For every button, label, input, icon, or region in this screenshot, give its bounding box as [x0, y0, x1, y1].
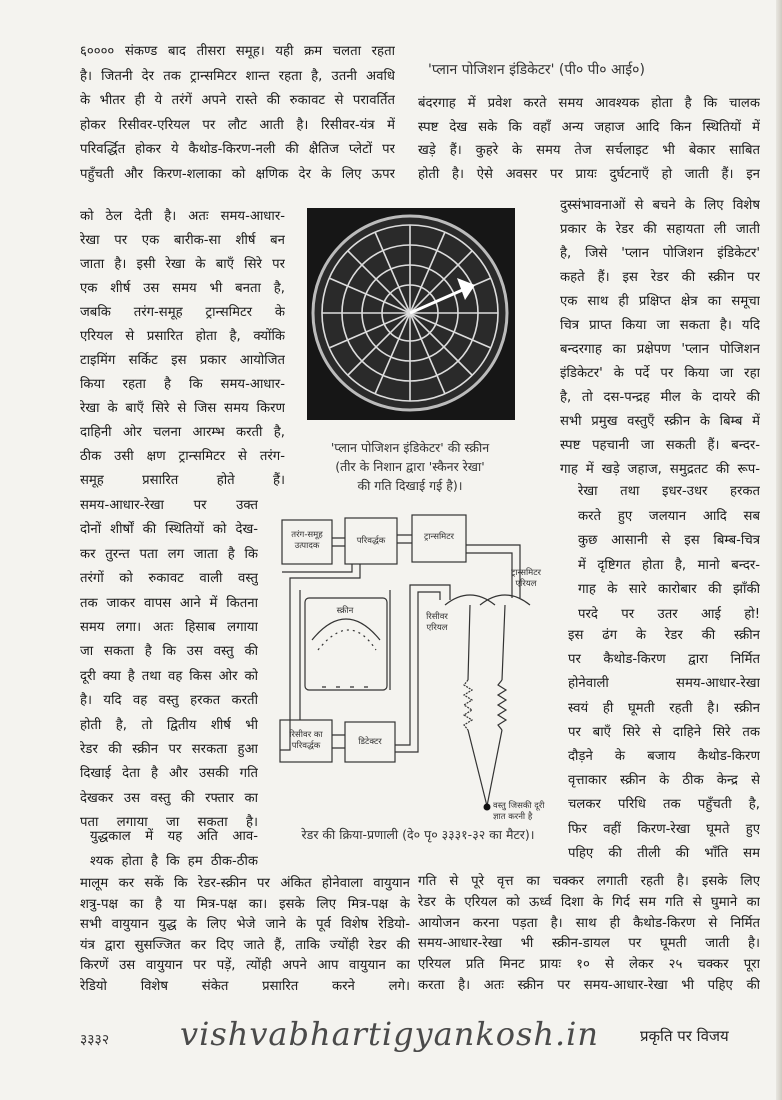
text-line: ठीक उसी क्षण ट्रान्समिटर से तरंग- — [80, 449, 285, 464]
text-line: आयोजन करना पड़ता है। साथ ही कैथोड-किरण से निर्मित — [418, 915, 760, 931]
text-line: श्यक होता है कि हम ठीक-ठीक — [90, 854, 258, 869]
text-line: किरणें उस वायुयान पर पड़ें, त्योंही अपने आप वायुयान का — [80, 958, 410, 974]
text-line: समूह प्रसारित होते हैं। — [80, 473, 285, 488]
text-line: करता है। अतः स्क्रीन पर समय-आधार-रेखा भी पहिए की — [418, 977, 760, 993]
caption-line: 'प्लान पोजिशन इंडिकेटर' की स्क्रीन — [330, 440, 490, 455]
text-line: होनेवाली समय-आधार-रेखा — [568, 676, 760, 692]
text-line: है, जिसे 'प्लान पोजिशन इंडिकेटर' — [560, 246, 760, 261]
text-line: तक जाकर वापस आने में कितना — [80, 595, 258, 611]
label-target: वस्तु जिसकी दूरी ज्ञात करनी है — [493, 801, 545, 822]
text-line: होती है, तो द्वितीय शीर्ष भी — [80, 717, 258, 733]
text-line: रेखा पर एक बारीक-सा शीर्ष बन — [80, 233, 285, 248]
text-line: टाइमिंग सर्किट इस प्रकार आयोजित — [80, 353, 285, 368]
text-line: समय लगा। अतः हिसाब लगाया — [80, 619, 258, 635]
text-line: चलकर परिधि तक पहुँचती है, — [568, 797, 760, 813]
caption-line: की गति दिखाई गई है)। — [357, 478, 463, 493]
text-line: दिखाई देता है और उसकी गति — [80, 766, 258, 782]
label-receiver-amplifier: रिसीवर का परिवर्द्धक — [289, 730, 323, 751]
section-heading: 'प्लान पोजिशन इंडिकेटर' (पी० पी० आई०) — [428, 62, 645, 78]
text-line: को ठेल देती है। अतः समय-आधार- — [80, 209, 285, 224]
text-line: एक साथ ही प्रक्षिप्त क्षेत्र का समूचा — [560, 294, 760, 309]
text-line: सभी प्रमुख वस्तुएँ स्क्रीन के बिम्ब में — [560, 414, 760, 429]
text-line: समय-आधार-रेखा भी स्क्रीन-डायल पर घूमती जाती है। — [418, 936, 760, 952]
text-line: के भीतर ही ये तरंगें अपने रास्ते की रुकावट से परावर्तित — [80, 93, 395, 108]
text-line: बन्दरगाह का प्रक्षेपण 'प्लान पोजिशन — [560, 342, 760, 357]
text-line: रेखा के बाएँ सिरे से जिस समय किरण — [80, 401, 285, 416]
text-line: रेडर के एरियल को ऊर्ध्व दिशा के गिर्द सम गति से घुमाने का — [418, 894, 760, 910]
text-line: रेडियो विशेष संकेत प्रसारित करने लगे। — [80, 978, 410, 994]
text-line: है। यदि वह वस्तु हरकत करती — [80, 693, 258, 709]
text-line: शत्रु-पक्ष का है या मित्र-पक्ष का। इसके लिए मित्र-पक्ष के — [80, 896, 410, 912]
text-line: गाह में खड़े जहाज, समुद्रतट की रूप- — [560, 462, 760, 477]
text-line: समय-आधार-रेखा पर उक्त — [80, 498, 258, 513]
text-line: कुछ आसानी से इस बिम्ब-चित्र — [578, 533, 760, 548]
text-line: दोनों शीर्षों की स्थितियों को देख- — [80, 522, 258, 538]
page-number: ३३३२ — [80, 1032, 110, 1048]
text-line: युद्धकाल में यह अति आव- — [90, 829, 258, 844]
running-title: प्रकृति पर विजय — [640, 1027, 729, 1045]
text-line: स्पष्ट पहचानी जा सकती हैं। बन्दर- — [560, 438, 760, 453]
text-line: जा सकता है कि उस वस्तु की — [80, 644, 258, 660]
text-line: रेखा तथा इधर-उधर हरकत — [578, 484, 760, 499]
label-screen: स्क्रीन — [336, 606, 354, 616]
caption-line: (तीर के निशान द्वारा 'स्कैनर रेखा' — [335, 459, 485, 474]
label-transmitter-aerial: ट्रान्समिटर एरियल — [510, 568, 541, 589]
text-line: जबकि तरंग-समूह ट्रान्समिटर के — [80, 305, 285, 320]
text-line: एरियल प्रति मिनट प्रायः १० से लेकर २५ चक्कर पूरा — [418, 957, 760, 973]
text-line: कर तुरन्त पता लग जाता है कि — [80, 546, 258, 562]
text-line: बंदरगाह में प्रवेश करते समय आवश्यक होता है कि चालक — [418, 96, 760, 111]
watermark: vishvabhartigyankosh.in — [180, 1015, 600, 1053]
text-line: खड़े हैं। कुहरे के समय तेज सर्चलाइट भी बेकार साबित — [418, 143, 760, 158]
text-line: होती है। ऐसे अवसर पर प्रायः दुर्घटनाएँ हो जाती हैं। इन — [418, 166, 760, 182]
text-line: में दृष्टिगत होता है, मानो बन्दर- — [578, 557, 760, 573]
text-line: स्पष्ट देख सके कि वहाँ अन्य जहाज आदि किन स्थितियों में — [418, 119, 760, 135]
text-line: दूरी क्या है तथा वह किस ओर को — [80, 668, 258, 684]
label-transmitter: ट्रान्समिटर — [423, 532, 454, 542]
text-line: एरियल से प्रसारित होता है, क्योंकि — [80, 329, 285, 344]
text-line: जाता है। इसी रेखा के बाएँ सिरे पर — [80, 257, 285, 272]
text-line: तरंगों को रुकावट वाली वस्तु — [80, 571, 258, 587]
text-line: प्रकार के रेडर की सहायता ली जाती — [560, 222, 760, 237]
text-line: सभी वायुयान युद्ध के लिए भेजे जाने के पूर्व विशेष रेडियो- — [80, 917, 410, 933]
text-line: दाहिनी ओर चलना आरम्भ करती है, — [80, 425, 285, 440]
label-pulse-generator: तरंग-समूह उत्पादक — [291, 530, 323, 551]
text-line: चित्र प्राप्त किया जा सकता है। यदि — [560, 318, 760, 333]
label-receiver-aerial: रिसीवर एरियल — [426, 612, 448, 633]
text-line: है। जितनी देर तक ट्रान्समिटर शान्त रहता है, उतनी अवधि — [80, 68, 395, 84]
text-line: एक शीर्ष उस समय भी बनता है, — [80, 281, 285, 296]
label-amplifier: परिवर्द्धक — [356, 536, 386, 546]
text-line: किया रहता है कि समय-आधार- — [80, 377, 285, 392]
text-line: होकर रिसीवर-एरियल पर लौट आती है। रिसीवर-यंत्र में — [80, 117, 395, 133]
text-line: मालूम कर सकें कि रेडर-स्क्रीन पर अंकित होनेवाला वायुयान — [80, 876, 410, 891]
text-line: दौड़ने के बजाय कैथोड-किरण — [568, 748, 760, 764]
text-line: ६०००० संकण्ड बाद तीसरा समूह। यही क्रम चलता रहता — [80, 44, 395, 59]
text-line: वृत्ताकार स्क्रीन के ठीक केन्द्र से — [568, 773, 760, 789]
text-line: परदे पर उतर आई हो! — [578, 606, 760, 622]
label-detector: डिटेक्टर — [358, 737, 382, 747]
text-line: पहिए की तीली की भाँति सम — [568, 845, 760, 861]
target-object-icon — [484, 804, 491, 811]
text-line: पता लगाया जा सकता है। — [80, 815, 258, 831]
text-line: इंडिकेटर' के पर्दे पर किया जा रहा — [560, 366, 760, 381]
text-line: रेडर की स्क्रीन पर सरकता हुआ — [80, 741, 258, 757]
text-line: यंत्र द्वारा सुसज्जित कर दिए जाते हैं, ताकि ज्योंही रेडर की — [80, 937, 410, 953]
text-line: है, तो दस-पन्द्रह मील के दायरे की — [560, 390, 760, 405]
text-line: इस ढंग के रेडर की स्क्रीन — [568, 628, 760, 643]
text-line: करते हुए जलयान आदि सब — [578, 508, 760, 524]
text-line: फिर वहीं किरण-रेखा घूमते हुए — [568, 821, 760, 837]
text-line: दुस्संभावनाओं से बचने के लिए विशेष — [560, 198, 760, 213]
text-line: पहुँचती और किरण-शलाका को क्षणिक देर के लिए ऊपर — [80, 166, 395, 182]
text-line: पर बाएँ सिरे से दाहिने सिरे तक — [568, 724, 760, 740]
text-line: कहते हैं। इस रेडर की स्क्रीन पर — [560, 270, 760, 285]
text-line: गाह के सारे कारोबार की झाँकी — [578, 582, 760, 597]
radar-system-caption: रेडर की क्रिया-प्रणाली (दे० पृ० ३३३१-३२ का मैटर)। — [301, 827, 535, 842]
text-line: परिवर्द्धित होकर ये कैथोड-किरण-नली की क्षैतिज प्लेटों पर — [80, 142, 395, 157]
text-line: गति से पूरे वृत्त का चक्कर लगाती रहती है। इसके लिए — [418, 874, 760, 889]
text-line: स्वयं ही घूमती रहती है। स्क्रीन — [568, 700, 760, 716]
text-line: पर कैथोड-किरण द्वारा निर्मित — [568, 652, 760, 668]
text-line: देखकर उस वस्तु की रफ्तार का — [80, 790, 258, 806]
